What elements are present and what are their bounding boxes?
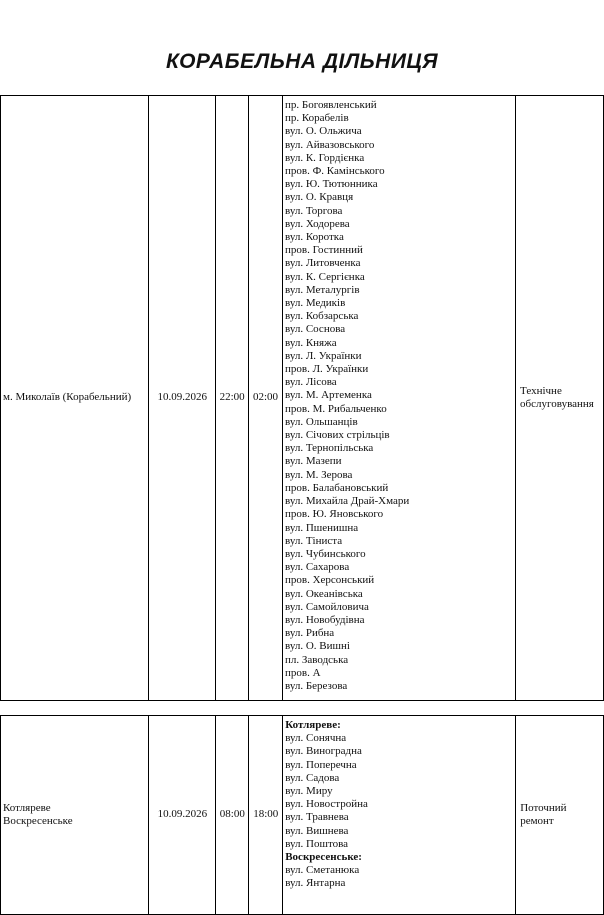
street-item: вул. Литовченка [285,257,361,270]
street-item: пров. Л. Українки [285,363,369,376]
reason-cell: Технічне обслуговування [516,96,604,701]
end-time-cell: 02:00 [249,96,283,701]
location-line: Котляреве [3,801,51,814]
street-item: вул. Новостройна [285,798,368,811]
street-item: вул. Океанівська [285,587,363,600]
end-time-cell: 18:00 [249,716,283,915]
location-cell: м. Миколаїв (Корабельний) [1,96,149,701]
street-item: вул. К. Сергієнка [285,270,365,283]
street-item: вул. Сонячна [285,732,347,745]
street-item: вул. Сахарова [285,561,350,574]
street-item: пров. М. Рибальченко [285,402,387,415]
street-item: вул. М. Артеменка [285,389,372,402]
street-item: вул. Коротка [285,231,344,244]
start-time-cell: 08:00 [216,716,249,915]
street-item: вул. Березова [285,679,348,692]
street-item: пров. Херсонський [285,574,375,587]
street-item: вул. Металургів [285,283,360,296]
street-item: вул. М. Зерова [285,468,353,481]
street-item: пров. Балабановський [285,481,389,494]
table-row [1,96,604,701]
street-item: вул. Рибна [285,627,335,640]
street-item: вул. Новобудівна [285,613,365,626]
outage-table-korabelnyi [0,95,604,701]
page-title: КОРАБЕЛЬНА ДІЛЬНИЦЯ [165,50,439,73]
street-item: вул. Ходорева [285,217,350,230]
table-row [1,716,604,915]
street-item: пров. Гостинний [285,244,363,257]
street-item: вул. Ю. Тютюнника [285,178,378,191]
outage-table-kotliareve [0,715,604,915]
street-item: пров. Ф. Камінського [285,165,385,178]
street-item: вул. О. Кравця [285,191,354,204]
street-item: вул. Вишнева [285,824,349,837]
date-cell: 10.09.2026 [149,96,216,701]
village-header: Котляреве: [285,719,341,731]
street-item: вул. Пшенишна [285,521,359,534]
street-item: вул. К. Гордієнка [285,151,365,164]
location-cell [1,716,149,915]
reason-line: Поточний [520,801,567,814]
street-item: вул. Айвазовського [285,138,375,151]
reason-cell [516,716,604,915]
reason-line: ремонт [520,815,554,827]
street-item: вул. Мазепи [285,455,342,468]
street-item: пров. А [285,666,321,679]
street-item: вул. Поштова [285,837,349,850]
street-item: вул. Миру [285,785,333,798]
street-item: вул. Садова [285,771,340,784]
street-item: вул. Тернопільська [285,442,374,455]
street-item: вул. Медиків [285,297,346,310]
street-item: вул. Соснова [285,323,346,336]
street-item: вул. Л. Українки [285,349,362,362]
street-item: вул. Лісова [285,376,337,389]
street-item: вул. О. Вишні [285,640,350,653]
street-item: вул. Самойловича [285,600,369,613]
location-line: Воскресенське [3,815,73,827]
date-cell: 10.09.2026 [149,716,216,915]
street-item: пр. Корабелів [285,112,349,125]
street-item: пр. Богоявленський [285,99,377,111]
street-item: вул. Поперечна [285,758,357,771]
village-header: Воскресенське: [285,851,362,864]
street-item: вул. Січових стрільців [285,429,390,442]
street-item: пров. Ю. Яновського [285,508,384,521]
street-item: вул. Княжа [285,336,337,349]
streets-cell [283,716,516,915]
street-item: вул. Тіниста [285,534,343,547]
streets-cell [283,96,516,701]
street-item: вул. Сметанюка [285,864,360,877]
street-item: вул. Ольшанців [285,415,358,428]
street-item: вул. Чубинського [285,547,366,560]
street-item: вул. Виноградна [285,745,362,758]
street-item: вул. О. Ольжича [285,125,362,138]
street-item: вул. Травнева [285,811,349,824]
street-item: вул. Янтарна [285,877,346,890]
street-item: вул. Михайла Драй-Хмари [285,495,410,508]
start-time-cell: 22:00 [216,96,249,701]
street-item: вул. Кобзарська [285,310,359,323]
street-item: вул. Торгова [285,204,343,217]
street-item: пл. Заводська [285,653,349,666]
